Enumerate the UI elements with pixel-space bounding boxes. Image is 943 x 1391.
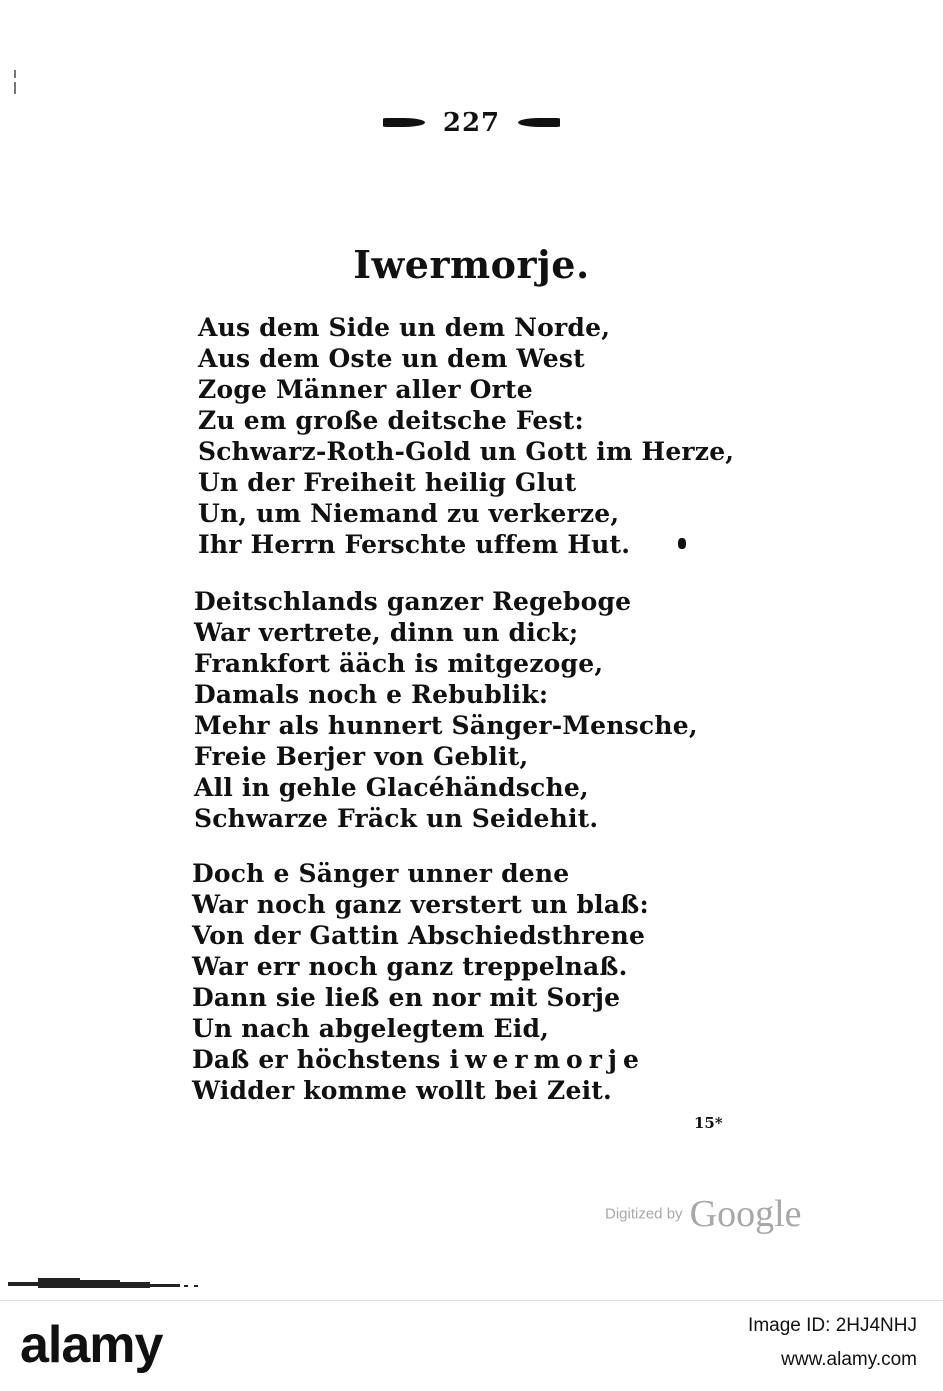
- poem-line: Mehr als hunnert Sänger-Mensche,: [194, 711, 698, 740]
- digitized-by-text: Digitized by: [605, 1205, 683, 1223]
- poem-line: Un, um Niemand zu verkerze,: [198, 499, 620, 528]
- poem-line: Zoge Männer aller Orte: [198, 375, 533, 404]
- google-logo: Google: [689, 1193, 802, 1235]
- poem-line: Dann sie ließ en nor mit Sorje: [192, 983, 621, 1012]
- poem-line: Von der Gattin Abschiedsthrene: [192, 921, 646, 950]
- poem-line: Freie Berjer von Geblit,: [194, 742, 529, 771]
- poem-line: Damals noch e Rebublik:: [194, 680, 549, 709]
- digitized-by-watermark: [605, 1192, 802, 1236]
- poem-line: All in gehle Glacéhändsche,: [194, 773, 589, 802]
- emphasized-word: iwermorje: [449, 1045, 645, 1074]
- site-url-link[interactable]: www.alamy.com: [781, 1349, 917, 1370]
- image-id: Image ID: 2HJ4NHJ: [748, 1315, 917, 1336]
- scan-edge-mark: [14, 70, 16, 94]
- poem-line: Widder komme wollt bei Zeit.: [192, 1076, 612, 1105]
- page-number: 227: [442, 108, 501, 138]
- poem-line: Ihr Herrn Ferschte uffem Hut.: [198, 530, 631, 559]
- signature-mark: 15*: [694, 1114, 723, 1132]
- stanza-2: [194, 586, 734, 834]
- alamy-logo[interactable]: alamy: [20, 1316, 163, 1374]
- poem-line: Schwarze Fräck un Seidehit.: [194, 804, 599, 833]
- poem-line: Doch e Sänger unner dene: [192, 859, 570, 888]
- poem-title: Iwermorje.: [353, 242, 590, 287]
- poem-line: Un nach abgelegtem Eid,: [192, 1014, 550, 1043]
- scan-smudge: [8, 1276, 208, 1290]
- stanza-3: [192, 858, 732, 1106]
- poem-line: Schwarz-Roth-Gold un Gott im Herze,: [198, 437, 735, 466]
- stanza-1: [198, 312, 738, 560]
- poem-line: Un der Freiheit heilig Glut: [198, 468, 577, 497]
- page-header: [0, 108, 943, 138]
- poem-line: War vertrete, dinn un dick;: [194, 618, 579, 647]
- poem-line: [192, 1044, 732, 1075]
- poem-line: War err noch ganz treppelnaß.: [192, 952, 628, 981]
- poem-line: Deitschlands ganzer Regeboge: [194, 587, 632, 616]
- poem-line-start: Daß er höchstens: [192, 1045, 441, 1074]
- stock-footer: [0, 1300, 943, 1391]
- right-ornament-icon: [518, 118, 560, 127]
- poem-line: Zu em große deitsche Fest:: [198, 406, 584, 435]
- left-ornament-icon: [383, 118, 425, 127]
- ink-speck: [678, 538, 686, 549]
- poem-line: Frankfort ääch is mitgezoge,: [194, 649, 604, 678]
- poem-line: Aus dem Oste un dem West: [198, 344, 585, 373]
- poem-line: War noch ganz verstert un blaß:: [192, 890, 649, 919]
- poem-line: Aus dem Side un dem Norde,: [198, 313, 611, 342]
